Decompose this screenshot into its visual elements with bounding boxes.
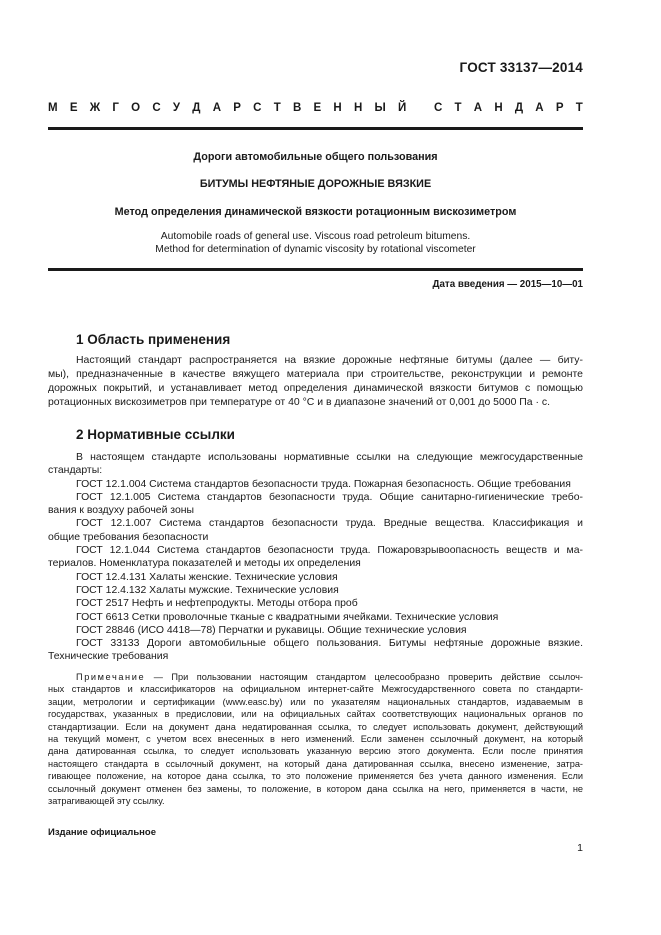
normative-references (48, 451, 583, 664)
reference-item: ГОСТ 12.1.005 Система стандартов безопасности труда. Общие санитарно-гигиенические требо- (76, 491, 583, 503)
note-line: ных стандартов и классификаторов на официальном интернет-сайте Межгосударственного совета по стандарти- (48, 684, 583, 695)
banner-letter: Д (514, 102, 524, 114)
note-line: государствах, указанных в предисловии, или на официальных сайтах соответствующих национальных органов по (48, 709, 583, 720)
title-line-2: БИТУМЫ НЕФТЯНЫЕ ДОРОЖНЫЕ ВЯЗКИЕ (199, 178, 432, 190)
banner-letter: Н (333, 102, 342, 114)
section-2-heading: 2 Нормативные ссылки (76, 427, 235, 442)
note-line: зации, метрологии и сертификации (www.easc.by) или по указателям национальных стандартов, издаваемым в (48, 696, 583, 707)
reference-item: ГОСТ 2517 Нефть и нефтепродукты. Методы отбора проб (76, 598, 358, 610)
reference-item: ГОСТ 12.1.044 Система стандартов безопасности труда. Пожаровзрывоопасность веществ и ма- (76, 545, 583, 557)
banner-letter: Н (494, 102, 503, 114)
note-line: — При пользовании настоящим стандартом целесообразно проверить действие ссылоч- (145, 672, 583, 682)
banner-letter: С (433, 102, 443, 114)
banner-letter: Т (273, 102, 281, 114)
banner-letter: С (253, 102, 262, 114)
reference-continuation: общие требования безопасности (48, 531, 209, 543)
introduction-date: Дата введения — 2015—10—01 (432, 279, 583, 290)
note-block (48, 671, 583, 807)
banner-letter: А (473, 102, 483, 114)
reference-item: ГОСТ 6613 Сетки проволочные тканые с квадратными ячейками. Технические условия (76, 611, 499, 623)
banner-letter: М (48, 102, 58, 114)
note-line: ссылочный документ отменен без замены, то положение, в котором дана ссылка на него, применяется в части, не (48, 783, 583, 794)
section-1-line: дорожных покрытий, и устанавливает метод определения динамической вязкости битумов с помощью (48, 383, 583, 395)
section-2-intro-line: стандарты: (48, 465, 103, 477)
banner-letter: С (152, 102, 161, 114)
banner-letter: О (131, 102, 141, 114)
note-line: дана датированная ссылка, то следует использовать указанную версию этого документа. Если после принятия (48, 746, 583, 757)
standard-type-banner (48, 102, 583, 114)
banner-letter: Г (112, 102, 119, 114)
title-line-3: Метод определения динамической вязкости ротационным вискозиметром (114, 206, 517, 218)
note-line: настоящего стандарта в ссылочный документ, на который дана датированная ссылка, внесено изменение, затра- (48, 758, 583, 769)
title-bottom-rule (48, 268, 583, 271)
banner-letter: А (535, 102, 544, 114)
reference-item: ГОСТ 12.4.132 Халаты мужские. Технические условия (76, 584, 339, 596)
reference-item: ГОСТ 12.1.004 Система стандартов безопасности труда. Пожарная безопасность. Общие требования (76, 478, 571, 490)
title-line-1: Дороги автомобильные общего пользования (193, 151, 438, 163)
reference-item: ГОСТ 28846 (ИСО 4418—78) Перчатки и рукавицы. Общие технические условия (76, 624, 467, 636)
reference-continuation: вания к воздуху рабочей зоны (48, 505, 195, 517)
reference-continuation: териалов. Номенклатура показателей и методы их определения (48, 558, 361, 570)
page-number: 1 (577, 842, 583, 854)
section-1-paragraph (48, 354, 583, 410)
section-1-line: мы), предназначенные в качестве вяжущего материала при строительстве, реконструкции и ремонте (48, 369, 583, 381)
note-line: на текущий момент, с учетом всех внесенных в него изменений. Если заменен ссылочный документ, на который (48, 734, 583, 745)
banner-letter: Ы (374, 102, 386, 114)
banner-letter: Р (233, 102, 241, 114)
official-edition-label: Издание официальное (48, 827, 156, 838)
banner-letter: В (292, 102, 302, 114)
banner-letter: Ж (89, 102, 101, 114)
reference-item: ГОСТ 33133 Дороги автомобильные общего пользования. Битумы нефтяные дорожные вязкие. (76, 638, 583, 650)
banner-letter: Й (398, 102, 407, 114)
banner-letter: Н (353, 102, 363, 114)
note-line: гивающее положение, на которое дана ссылка, то это положение применяется без учета данного изменения. Если (48, 771, 583, 782)
english-title (48, 230, 583, 256)
reference-item: ГОСТ 12.1.007 Система стандартов безопасности труда. Вредные вещества. Классификация и (76, 518, 583, 530)
banner-letter (419, 102, 422, 114)
banner-letter: Р (555, 102, 564, 114)
english-title-line-1: Automobile roads of general use. Viscous road petroleum bitumens. (160, 231, 471, 242)
note-line: затрагивающей эту ссылку. (48, 796, 165, 807)
top-rule (48, 127, 583, 130)
note-label: Примечание (76, 672, 146, 682)
banner-letter: А (212, 102, 222, 114)
banner-letter: Е (69, 102, 78, 114)
reference-continuation: Технические требования (48, 651, 169, 663)
section-1-heading: 1 Область применения (76, 332, 231, 347)
english-title-line-2: Method for determination of dynamic viscosity by rotational viscometer (155, 244, 476, 255)
reference-item: ГОСТ 12.4.131 Халаты женские. Технические условия (76, 571, 338, 583)
banner-letter: У (172, 102, 181, 114)
note-line: стандартизации. Если на документ дана недатированная ссылка, то следует использовать документ, действующий (48, 721, 583, 732)
section-2-intro-line: В настоящем стандарте использованы нормативные ссылки на следующие межгосударственные (76, 452, 583, 463)
standard-code: ГОСТ 33137—2014 (459, 60, 583, 75)
banner-letter: Т (575, 102, 583, 114)
banner-letter: Т (454, 102, 462, 114)
banner-letter: Е (313, 102, 322, 114)
section-1-line: Настоящий стандарт распространяется на вязкие дорожные нефтяные битумы (далее — биту- (76, 355, 583, 366)
section-1-line: ротационных вискозиметров при температуре от 40 °С и в диапазоне значений от 0,001 до 5000 Па · с. (48, 397, 550, 409)
banner-letter: Д (192, 102, 201, 114)
